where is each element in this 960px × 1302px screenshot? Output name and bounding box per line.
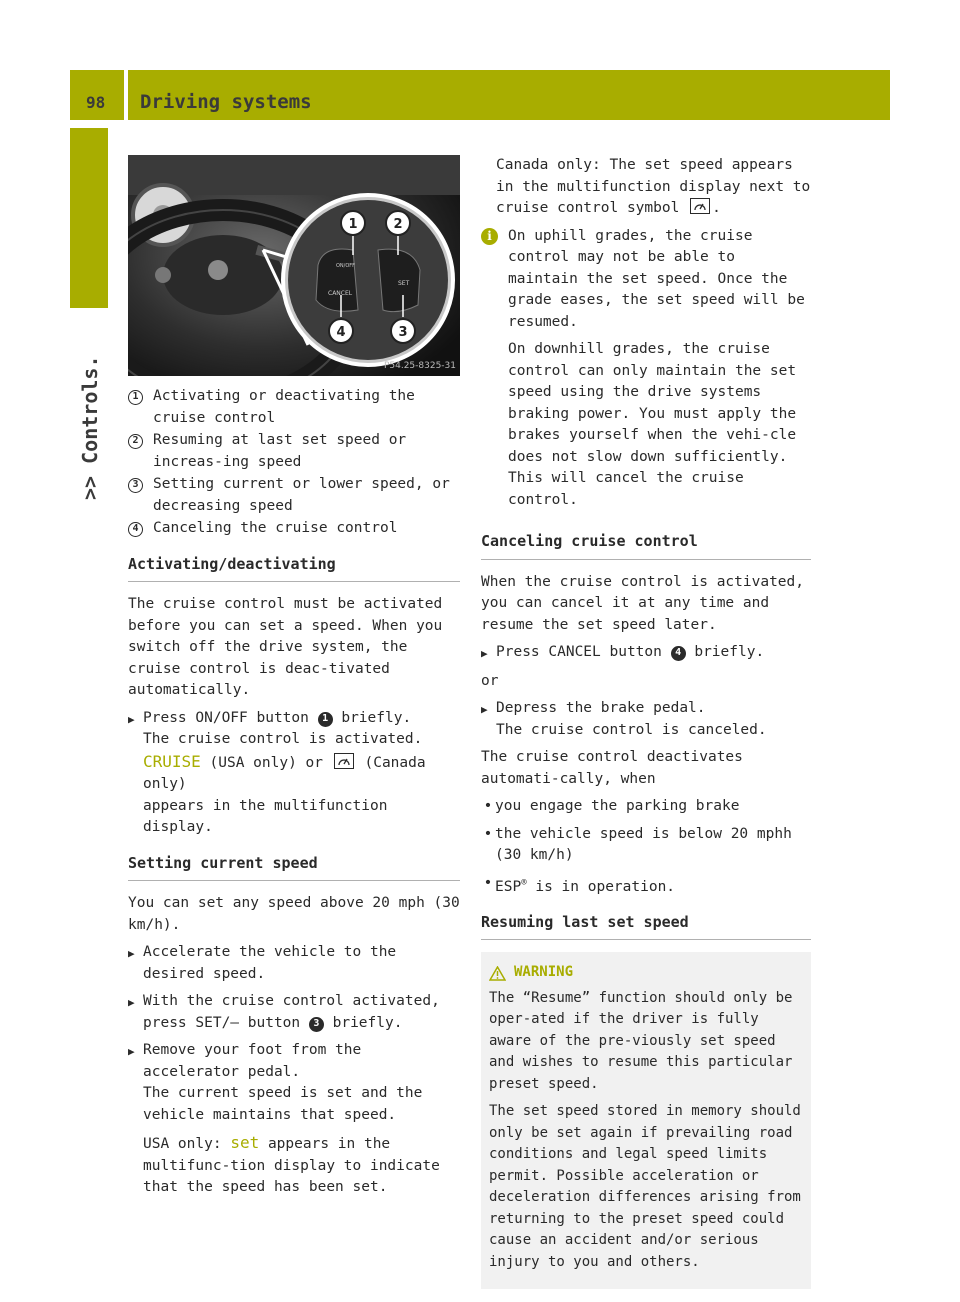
legend-item: 3 Setting current or lower speed, or decreasing speed xyxy=(128,474,460,517)
canada-note: Canada only: The set speed appears in the multifunction display next to cruise control symbol . xyxy=(496,157,811,216)
step: ▶ Press CANCEL button 4 briefly. xyxy=(481,642,811,665)
step: ▶ Depress the brake pedal. The cruise control is canceled. xyxy=(481,698,811,741)
left-column xyxy=(128,155,460,1205)
arrow-icon: ▶ xyxy=(128,712,135,726)
callout-3 xyxy=(391,319,415,343)
arrow-icon: ▶ xyxy=(128,996,135,1009)
list-item: • you engage the parking brake xyxy=(483,798,740,814)
svg-text:ON/OFF: ON/OFF xyxy=(336,263,356,269)
svg-text:CANCEL: CANCEL xyxy=(328,290,353,297)
display-cruise-text: CRUISE xyxy=(143,751,201,771)
warning-box: WARNING The “Resume” function should only be oper-ated if the driver is fully aware of the pre-viously set speed and wishes to resume this particular preset speed. The set speed stored in memory should only be set again if prevailing road conditions and legal speed limits permit. Possible acceleration or deceleration differences arising from returning to the preset speed could cause an accident and/or serious injury to you and others. xyxy=(481,952,811,1289)
legend-item: 4 Canceling the cruise control xyxy=(128,518,460,540)
side-tab xyxy=(70,128,108,308)
heading-canceling: Canceling cruise control xyxy=(481,531,811,560)
step: ▶ Press ON/OFF button 1 briefly. The cruise control is activated. CRUISE (USA only) or (Canada only) appears in the multifunction display. xyxy=(128,708,460,839)
right-column xyxy=(481,155,811,1289)
setting-intro: You can set any speed above 20 mph (30 km/h). xyxy=(128,895,460,933)
section-title: Driving systems xyxy=(140,91,312,113)
side-tab-label: >> Controls. xyxy=(78,355,102,500)
svg-text:4: 4 xyxy=(336,325,346,340)
display-set-text: set xyxy=(230,1133,260,1152)
svg-text:SET: SET xyxy=(398,280,410,287)
activating-intro: The cruise control must be activated before you can set a speed. When you switch off the drive system, the cruise control is deac-tivated automatically. xyxy=(128,596,443,698)
callout-1 xyxy=(341,211,365,235)
cruise-control-icon xyxy=(334,753,354,769)
svg-text:1: 1 xyxy=(348,217,358,232)
info-icon: i xyxy=(481,228,498,245)
legend xyxy=(128,386,460,540)
warning-icon xyxy=(489,966,506,981)
arrow-icon: ▶ xyxy=(128,947,135,960)
legend-item: 1 Activating or deactivating the cruise control xyxy=(128,386,460,429)
info-note: i On uphill grades, the cruise control may not be able to maintain the set speed. Once the grade eases, the set speed will be resumed. On downhill grades, the cruise control can only maintain the set speed using the drive systems braking power. You must apply the brakes yourself when the vehi-cle does not slow down sufficiently. This will cancel the cruise control. xyxy=(481,226,811,518)
arrow-icon: ▶ xyxy=(128,1045,135,1058)
auto-deactivate-intro: The cruise control deactivates automati-cally, when xyxy=(481,749,743,787)
page-number: 98 xyxy=(86,93,106,112)
svg-text:2: 2 xyxy=(393,217,403,232)
heading-activating: Activating/deactivating xyxy=(128,554,460,583)
photo-code: P54.25-8325-31 xyxy=(383,361,456,371)
step: ▶ With the cruise control activated, press SET/– button 3 briefly. xyxy=(128,991,460,1034)
callout-2 xyxy=(386,211,410,235)
cruise-control-illustration xyxy=(128,155,460,376)
cruise-control-icon xyxy=(690,198,710,214)
arrow-icon: ▶ xyxy=(481,647,488,660)
callout-4 xyxy=(329,319,353,343)
canceling-intro: When the cruise control is activated, you can cancel it at any time and resume the set speed later. xyxy=(481,573,805,633)
list-item: • the vehicle speed is below 20 mphh (30 km/h) xyxy=(483,825,792,863)
warning-title: WARNING xyxy=(514,964,574,981)
steering-wheel-photo xyxy=(128,155,460,376)
legend-item: 2 Resuming at last set speed or increas-ing speed xyxy=(128,430,460,473)
step: ▶ Accelerate the vehicle to the desired speed. xyxy=(128,942,460,985)
svg-text:3: 3 xyxy=(398,325,408,340)
step: ▶ Remove your foot from the accelerator pedal. The current speed is set and the vehicle maintains that speed. USA only: set appears in the multifunc-tion display to indicate that the speed has been set. xyxy=(128,1040,460,1199)
heading-setting: Setting current speed xyxy=(128,853,460,882)
or-text: or xyxy=(481,672,499,689)
arrow-icon: ▶ xyxy=(481,703,488,716)
header-divider xyxy=(124,70,128,120)
heading-resuming: Resuming last set speed xyxy=(481,912,811,941)
list-item: • ESP® is in operation. xyxy=(483,874,676,895)
